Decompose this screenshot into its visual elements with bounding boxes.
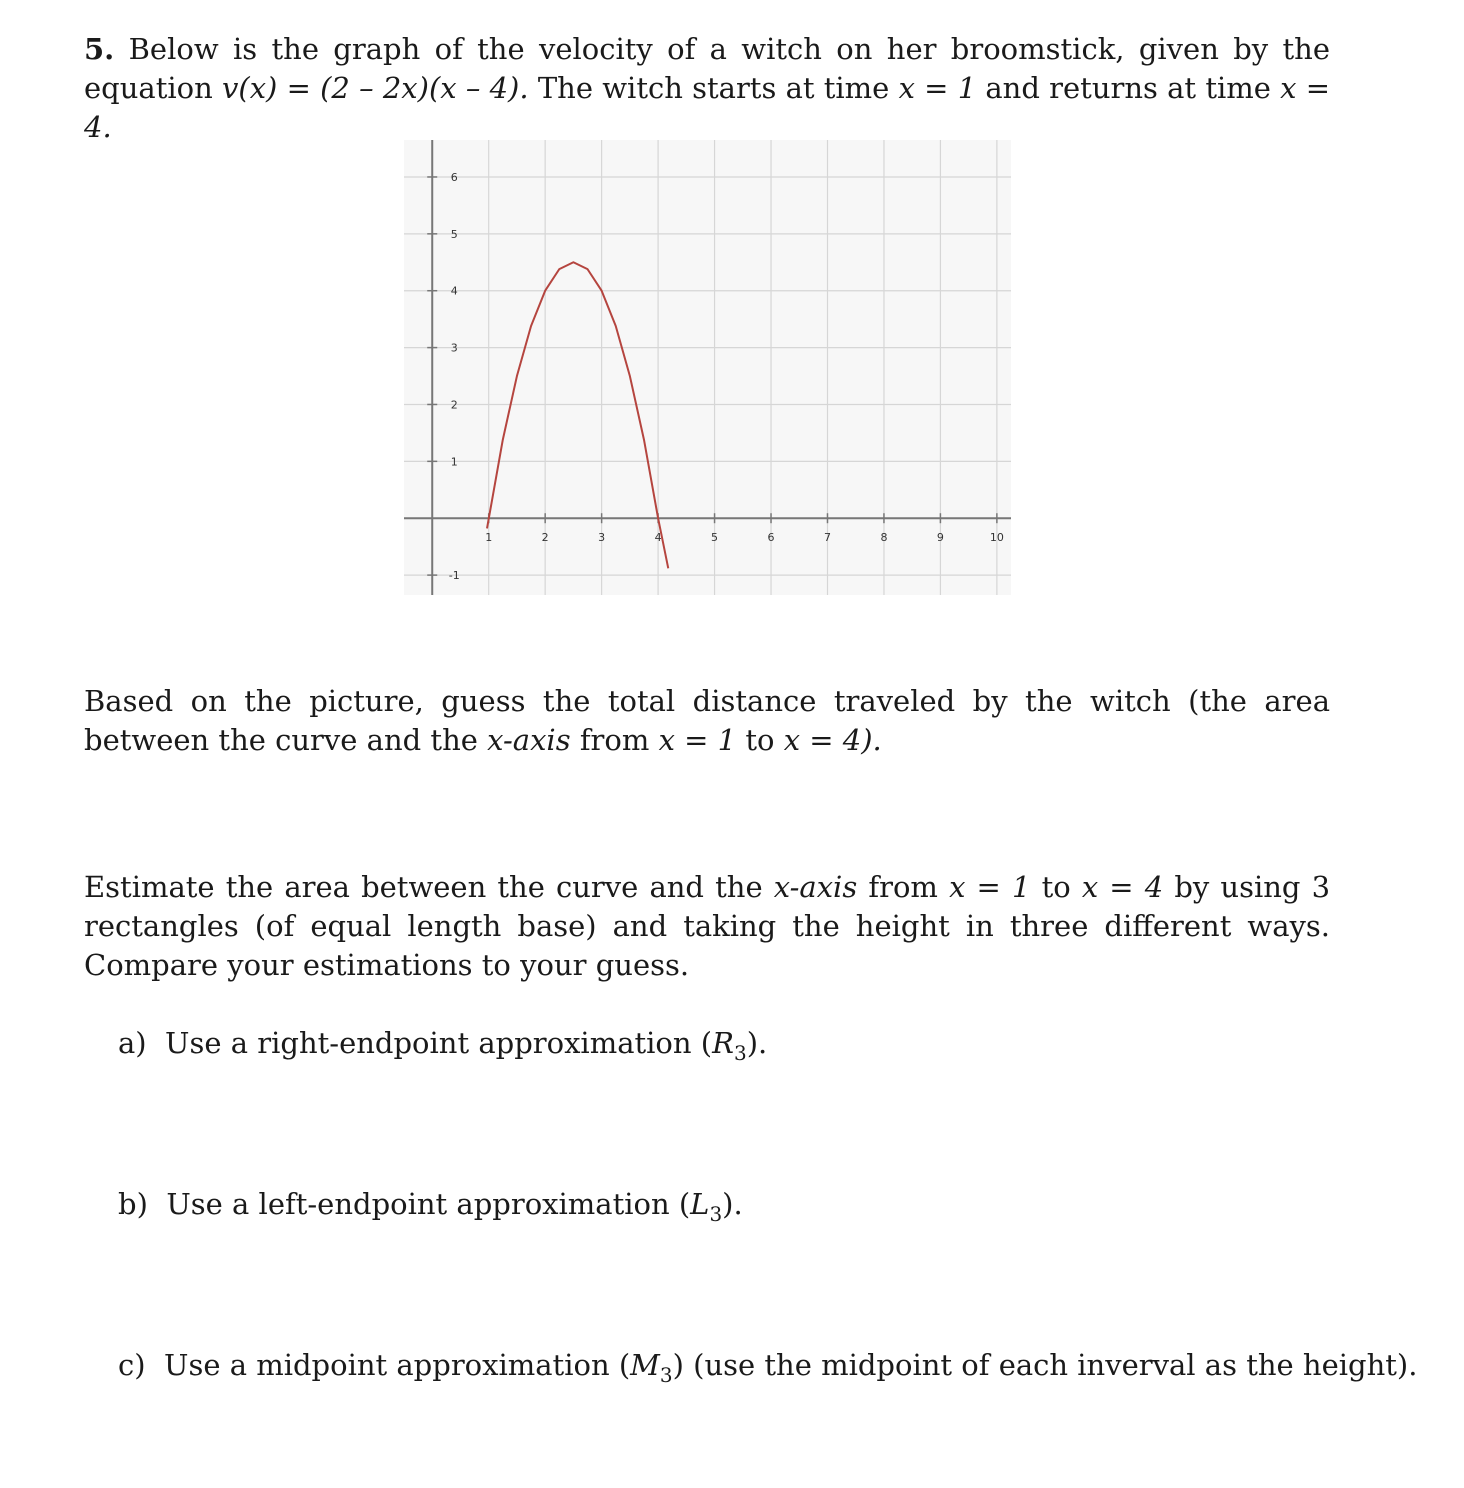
intro-text: Below is the graph of the velocity of a witch on her broomstick, given by the equation bbox=[84, 32, 1330, 105]
velocity-curve bbox=[487, 262, 668, 568]
y-tick-label: 4 bbox=[450, 284, 458, 298]
start-time: x = 1 bbox=[898, 71, 977, 105]
estimate-to: to bbox=[1041, 870, 1071, 904]
velocity-graph bbox=[404, 140, 1011, 595]
velocity-chart bbox=[404, 140, 1011, 595]
part-b-label: b) bbox=[118, 1187, 148, 1221]
y-tick-label: 3 bbox=[450, 341, 458, 355]
guess-x-axis: x-axis bbox=[487, 723, 571, 757]
guess-to: to bbox=[745, 723, 775, 757]
guess-from-eq: x = 1 bbox=[658, 723, 737, 757]
part-a-text: Use a right-endpoint approximation ( bbox=[165, 1026, 713, 1060]
x-tick-label: 3 bbox=[598, 531, 606, 545]
part-c-subscript: 3 bbox=[659, 1362, 673, 1387]
returns-text: and returns at time bbox=[985, 71, 1271, 105]
estimate-from-eq: x = 1 bbox=[949, 870, 1031, 904]
part-c-label: c) bbox=[118, 1348, 146, 1382]
x-tick-label: 6 bbox=[767, 531, 775, 545]
part-b-close: ). bbox=[722, 1187, 743, 1221]
part-b-symbol: L bbox=[690, 1187, 710, 1221]
part-c bbox=[118, 1346, 1417, 1395]
x-tick-label: 2 bbox=[541, 531, 549, 545]
end-time: x = 4. bbox=[84, 71, 1331, 144]
guess-text-1: Based on the picture, guess the total distance traveled by the witch (the area between the curve and the bbox=[84, 684, 1330, 757]
intro-text-2: The witch starts at time bbox=[537, 71, 890, 105]
estimate-text-1: Estimate the area between the curve and the bbox=[84, 870, 763, 904]
part-c-close: ) (use the midpoint of each inverval as the height). bbox=[672, 1348, 1418, 1382]
part-a bbox=[118, 1024, 767, 1073]
x-tick-label: 9 bbox=[936, 531, 944, 545]
estimate-prompt bbox=[84, 868, 1330, 985]
guess-from: from bbox=[579, 723, 650, 757]
y-tick-label: -1 bbox=[448, 569, 460, 583]
guess-prompt bbox=[84, 682, 1330, 760]
part-c-text: Use a midpoint approximation ( bbox=[164, 1348, 631, 1382]
estimate-text-2: by using 3 rectangles (of equal length base) and taking the height in three different ways. Compare your estimations to your guess. bbox=[84, 870, 1331, 982]
estimate-x-axis: x-axis bbox=[773, 870, 858, 904]
estimate-from: from bbox=[868, 870, 938, 904]
part-b-subscript: 3 bbox=[709, 1201, 723, 1226]
x-tick-label: 4 bbox=[654, 531, 662, 545]
problem-statement bbox=[84, 30, 1330, 147]
part-a-label: a) bbox=[118, 1026, 147, 1060]
velocity-equation: v(x) = (2 – 2x)(x – 4). bbox=[222, 71, 529, 105]
y-tick-label: 5 bbox=[450, 227, 458, 241]
x-tick-label: 10 bbox=[989, 531, 1004, 545]
part-a-subscript: 3 bbox=[733, 1040, 747, 1065]
y-tick-label: 2 bbox=[450, 398, 458, 412]
guess-to-eq: x = 4). bbox=[783, 723, 882, 757]
part-b bbox=[118, 1185, 743, 1234]
part-a-close: ). bbox=[746, 1026, 768, 1060]
part-b-text: Use a left-endpoint approximation ( bbox=[166, 1187, 691, 1221]
part-c-symbol: M bbox=[630, 1348, 660, 1382]
estimate-to-eq: x = 4 bbox=[1081, 870, 1164, 904]
x-tick-label: 8 bbox=[880, 531, 888, 545]
problem-number: 5. bbox=[84, 32, 115, 66]
x-tick-label: 7 bbox=[823, 531, 831, 545]
part-a-symbol: R bbox=[712, 1026, 734, 1060]
x-tick-label: 1 bbox=[485, 531, 493, 545]
y-tick-label: 1 bbox=[450, 455, 458, 469]
y-tick-label: 6 bbox=[450, 170, 458, 184]
x-tick-label: 5 bbox=[711, 531, 719, 545]
